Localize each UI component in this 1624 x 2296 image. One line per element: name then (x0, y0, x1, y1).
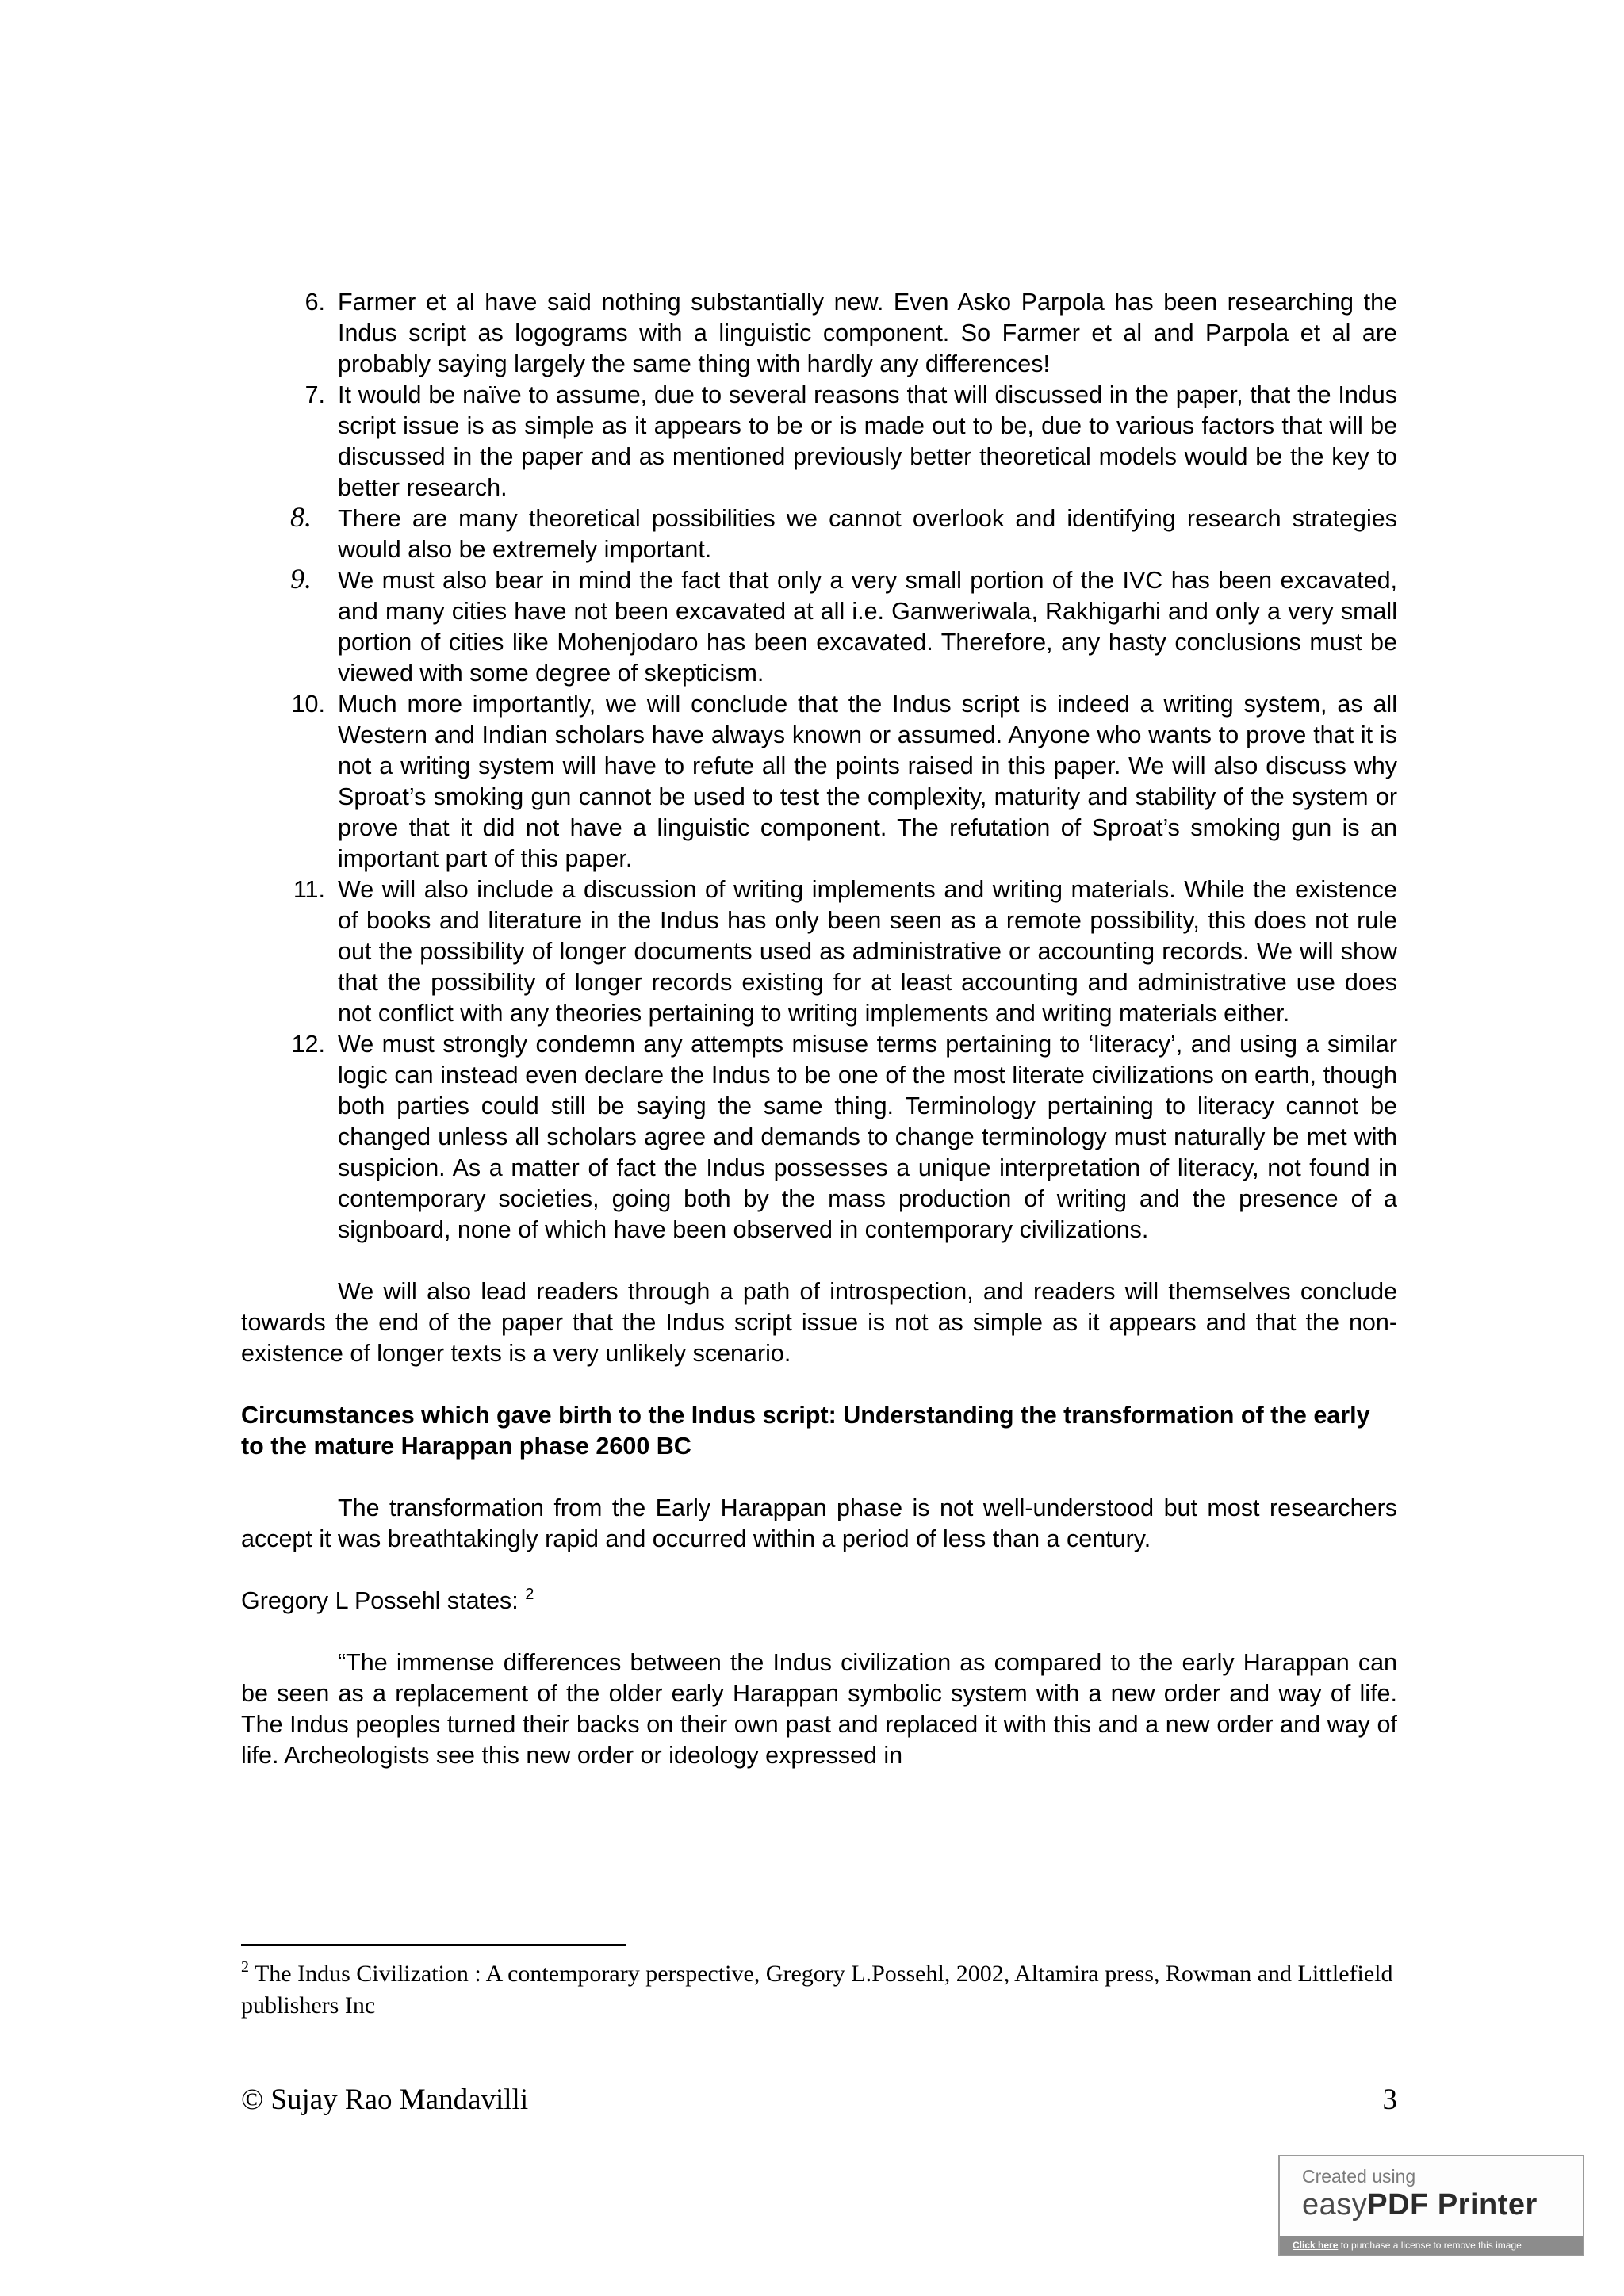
page-number: 3 (1382, 2084, 1397, 2116)
footnote (241, 1958, 1397, 2022)
numbered-list (241, 287, 1397, 1246)
watermark-brand-strong: PDF Printer (1367, 2188, 1538, 2221)
list-item (241, 874, 1397, 1029)
watermark-license-bar (1280, 2236, 1583, 2255)
list-item-text: We must strongly condemn any attempts misuse terms pertaining to ‘literacy’, and using a similar logic can instead even declare the Indus to be one of the most literate civilizations on earth, though both parties could still be saying the same thing. Terminology pertaining to literacy cannot be changed unless all scholars agree and demands to change terminology must naturally be met with suspicion. As a matter of fact the Indus possesses a unique interpretation of literacy, not found in contemporary societies, going both by the mass production of writing and the presence of a signboard, none of which have been observed in contemporary civilizations. (338, 1031, 1397, 1243)
footer-copyright: © Sujay Rao Mandavilli (241, 2084, 529, 2116)
transformation-paragraph: The transformation from the Early Harappan phase is not well-understood but most researchers accept it was breathtakingly rapid and occurred within a period of less than a century. (241, 1494, 1397, 1552)
list-item (241, 565, 1397, 689)
list-item-text: We must also bear in mind the fact that only a very small portion of the IVC has been excavated, and many cities have not been excavated at all i.e. Ganweriwala, Rakhigarhi and only a very small portion of cities like Mohenjodaro has been excavated. Therefore, any hasty conclusions must be viewed with some degree of skepticism. (338, 567, 1397, 687)
watermark-brand-prefix: easy (1302, 2188, 1368, 2221)
watermark-license-text: to purchase a license to remove this image (1338, 2240, 1522, 2251)
list-item (241, 503, 1397, 565)
list-item-number: 7. (304, 381, 325, 408)
list-item-number: 9. (290, 563, 312, 595)
footnote-divider (241, 1944, 626, 1946)
list-item (241, 380, 1397, 503)
list-item-text: Farmer et al have said nothing substantially new. Even Asko Parpola has been researching the Indus script as logograms with a linguistic component. So Farmer et al and Parpola et al are probably saying largely the same thing with hardly any differences! (338, 289, 1397, 377)
list-item-number: 10. (291, 691, 325, 718)
watermark-click-here-link[interactable]: Click here (1293, 2240, 1339, 2251)
list-item-number: 12. (291, 1031, 325, 1058)
list-item-number: 11. (293, 876, 325, 903)
watermark-brand (1302, 2188, 1538, 2222)
footnote-reference[interactable]: 2 (525, 1586, 534, 1603)
list-item (241, 1029, 1397, 1246)
quote-paragraph: “The immense differences between the Indus civilization as compared to the early Harappan can be seen as a replacement of the older early Harappan symbolic system with a new order and way of life. The Indus peoples turned their backs on their own past and replaced it with this and a new order and way of life. Archeologists see this new order or ideology expressed in (241, 1649, 1397, 1769)
intro-paragraph: We will also lead readers through a path of introspection, and readers will themselves conclude towards the end of the paper that the Indus script issue is not as simple as it appears and that the non-existence of longer texts is a very unlikely scenario. (241, 1278, 1397, 1367)
list-item-text: We will also include a discussion of writing implements and writing materials. While the existence of books and literature in the Indus has only been seen as a remote possibility, this does not rule out the possibility of longer documents used as administrative or accounting records. We will show that the possibility of longer records existing for at least accounting and administrative use does not conflict with any theories pertaining to writing implements and writing materials either. (338, 876, 1397, 1027)
list-item (241, 287, 1397, 380)
watermark-created-using: Created using (1302, 2166, 1416, 2187)
list-item-text: Much more importantly, we will conclude that the Indus script is indeed a writing system, as all Western and Indian scholars have always known or assumed. Anyone who wants to prove that it is not a writing system will have to refute all the points raised in this paper. We will also discuss why Sproat’s smoking gun cannot be used to test the complexity, maturity and stability of the system or prove that it did not have a linguistic component. The refutation of Sproat’s smoking gun is an important part of this paper. (338, 691, 1397, 872)
list-item-number: 6. (304, 289, 325, 316)
footnote-text: The Indus Civilization : A contemporary perspective, Gregory L.Possehl, 2002, Altamira press, Rowman and Littlefield publishers Inc (241, 1961, 1393, 2019)
list-item-text: It would be naïve to assume, due to several reasons that will discussed in the paper, that the Indus script issue is as simple as it appears to be or is made out to be, due to various factors that will be discussed in the paper and as mentioned previously better theoretical models would be the key to better research. (338, 381, 1397, 501)
list-item-number: 8. (290, 501, 312, 533)
possehl-intro-text: Gregory L Possehl states: (241, 1587, 519, 1614)
possehl-intro-line (241, 1586, 1397, 1617)
list-item (241, 689, 1397, 874)
easypdf-watermark-badge[interactable] (1278, 2155, 1584, 2256)
footnote-marker: 2 (241, 1958, 249, 1976)
body-text (241, 287, 1397, 1771)
list-item-text: There are many theoretical possibilities we cannot overlook and identifying research strategies would also be extremely important. (338, 505, 1397, 563)
section-heading: Circumstances which gave birth to the Indus script: Understanding the transformation of the early to the mature Harappan phase 2600 BC (241, 1402, 1370, 1460)
